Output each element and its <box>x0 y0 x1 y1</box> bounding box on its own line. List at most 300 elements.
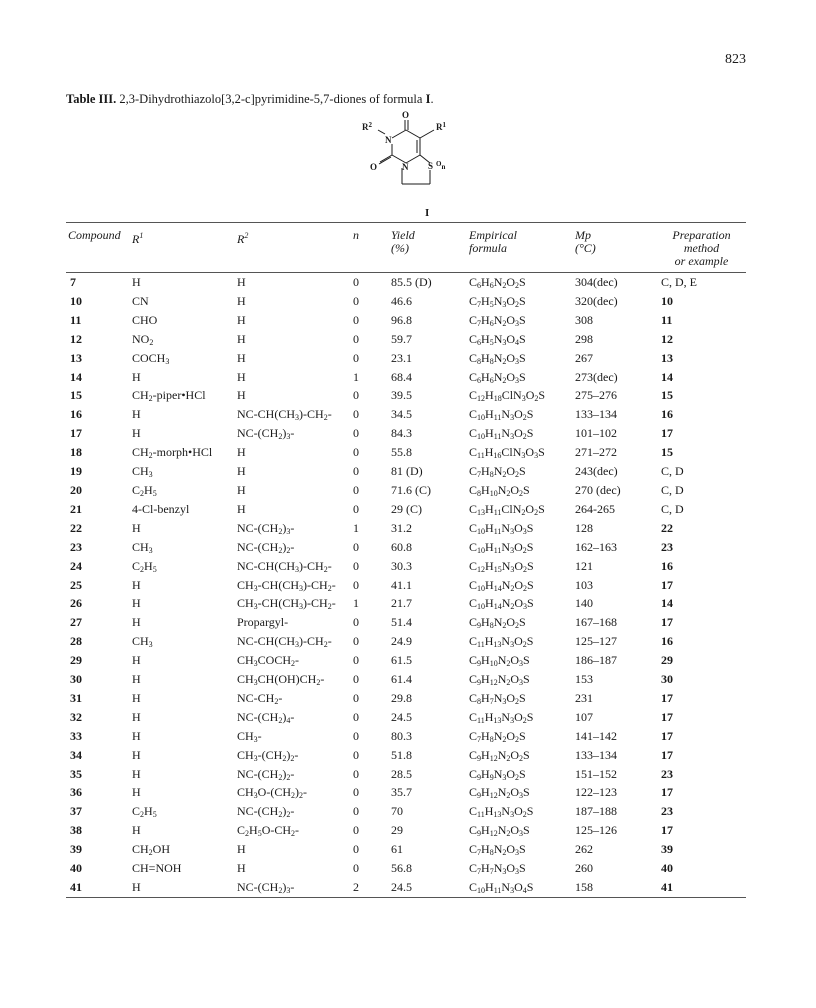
cell-r1: H <box>132 596 141 611</box>
cell-n: 0 <box>353 275 359 289</box>
cell-yield: 85.5 (D) <box>391 275 432 289</box>
cell-yield: 35.7 <box>391 785 412 800</box>
cell-mp: 308 <box>575 312 593 327</box>
cell-n: 0 <box>353 539 359 554</box>
table-row <box>66 708 746 727</box>
cell-preparation: 22 <box>661 520 673 535</box>
cell-n: 0 <box>353 388 359 403</box>
cell-n: 2 <box>353 880 359 894</box>
cell-formula: $C_{10}H_{11}N_3O_2S$ <box>469 539 534 555</box>
cell-preparation: 17 <box>661 823 673 838</box>
cell-formula: $C_{10}H_{11}N_3O_4S$ <box>469 880 534 895</box>
cell-r2: H <box>237 861 246 876</box>
cell-r1: $CH_3$ <box>132 464 153 480</box>
cell-r1: H <box>132 880 141 894</box>
cell-n: 0 <box>353 728 359 743</box>
cell-preparation: C, D <box>661 482 684 497</box>
cell-mp: 141–142 <box>575 728 617 743</box>
table-row <box>66 462 746 481</box>
cell-compound: 36 <box>70 785 82 800</box>
cell-r2: $NC-CH(CH_3)-CH_2-$ <box>237 407 332 423</box>
cell-mp: 260 <box>575 861 593 876</box>
cell-mp: 103 <box>575 577 593 592</box>
cell-preparation: 10 <box>661 293 673 308</box>
header-r1: $R^1$ <box>132 231 144 246</box>
cell-n: 0 <box>353 350 359 365</box>
cell-r2: $CH_3-CH(CH_3)-CH_2-$ <box>237 596 336 612</box>
table-row <box>66 651 746 670</box>
cell-preparation: C, D, E <box>661 275 697 289</box>
cell-preparation: 39 <box>661 842 673 857</box>
cell-compound: 33 <box>70 728 82 743</box>
cell-yield: 70 <box>391 804 403 819</box>
cell-preparation: 17 <box>661 709 673 724</box>
cell-r1: H <box>132 766 141 781</box>
cell-yield: 24.5 <box>391 709 412 724</box>
cell-formula: $C_{12}H_{18}ClN_3O_2S$ <box>469 388 546 404</box>
cell-r1: $COCH_3$ <box>132 350 170 366</box>
table-row <box>66 349 746 368</box>
cell-r2: H <box>237 331 246 346</box>
header-n: n <box>353 228 359 242</box>
cell-r1: $C_2H_5$ <box>132 482 157 498</box>
cell-compound: 27 <box>70 615 82 630</box>
cell-r1: H <box>132 577 141 592</box>
cell-compound: 16 <box>70 407 82 422</box>
table-row <box>66 859 746 878</box>
cell-formula: $C_{11}H_{13}N_3O_2S$ <box>469 804 534 820</box>
cell-r1: H <box>132 709 141 724</box>
table-row <box>66 821 746 840</box>
cell-n: 0 <box>353 445 359 460</box>
cell-yield: 68.4 <box>391 369 412 384</box>
cell-preparation: 17 <box>661 785 673 800</box>
cell-yield: 51.8 <box>391 747 412 762</box>
cell-preparation: 23 <box>661 539 673 554</box>
cell-compound: 39 <box>70 842 82 857</box>
cell-mp: 133–134 <box>575 407 617 422</box>
header-yield: Yield (%) <box>391 228 415 255</box>
atom-r2: $R^2$ <box>362 121 372 132</box>
cell-n: 0 <box>353 464 359 479</box>
table-row <box>66 386 746 405</box>
table-header <box>66 223 746 273</box>
cell-r1: 4-Cl-benzyl <box>132 501 190 516</box>
table-row <box>66 746 746 765</box>
cell-preparation: 17 <box>661 690 673 705</box>
cell-r2: H <box>237 482 246 497</box>
cell-r1: $C_2H_5$ <box>132 804 157 820</box>
table-row <box>66 538 746 557</box>
cell-compound: 30 <box>70 672 82 687</box>
cell-yield: 41.1 <box>391 577 412 592</box>
cell-r1: H <box>132 653 141 668</box>
cell-compound: 28 <box>70 634 82 649</box>
cell-r2: H <box>237 842 246 857</box>
cell-r1: H <box>132 690 141 705</box>
cell-r2: $NC-(CH_2)_3-$ <box>237 520 295 536</box>
atom-n-left: N <box>385 135 392 145</box>
cell-formula: $C_8H_7N_3O_2S$ <box>469 690 526 706</box>
cell-preparation: 17 <box>661 426 673 441</box>
cell-yield: 24.5 <box>391 880 412 894</box>
cell-r2: H <box>237 293 246 308</box>
cell-mp: 267 <box>575 350 593 365</box>
table-row <box>66 481 746 500</box>
cell-mp: 262 <box>575 842 593 857</box>
data-table-container <box>66 222 746 898</box>
caption-end: . <box>430 92 434 106</box>
cell-compound: 13 <box>70 350 82 365</box>
cell-n: 0 <box>353 558 359 573</box>
cell-compound: 19 <box>70 464 82 479</box>
cell-r2: $NC-(CH_2)_2-$ <box>237 539 295 555</box>
cell-preparation: 15 <box>661 388 673 403</box>
table-caption <box>66 92 434 107</box>
cell-mp: 187–188 <box>575 804 617 819</box>
cell-n: 0 <box>353 804 359 819</box>
cell-formula: $C_{10}H_{14}N_2O_3S$ <box>469 596 534 612</box>
cell-mp: 153 <box>575 672 593 687</box>
table-row <box>66 519 746 538</box>
table-row <box>66 368 746 387</box>
cell-preparation: 17 <box>661 615 673 630</box>
cell-r1: $NO_2$ <box>132 331 154 347</box>
cell-n: 0 <box>353 672 359 687</box>
cell-n: 0 <box>353 861 359 876</box>
cell-formula: $C_8H_8N_2O_3S$ <box>469 350 526 366</box>
page-number: 823 <box>725 52 746 67</box>
cell-compound: 29 <box>70 653 82 668</box>
cell-preparation: 14 <box>661 369 673 384</box>
cell-preparation: 17 <box>661 728 673 743</box>
cell-formula: $C_6H_5N_3O_4S$ <box>469 331 526 347</box>
cell-formula: $C_{11}H_{16}ClN_3O_3S$ <box>469 445 545 461</box>
cell-preparation: 41 <box>661 880 673 894</box>
cell-preparation: 14 <box>661 596 673 611</box>
cell-r2: H <box>237 445 246 460</box>
caption-label: Table III. <box>66 92 117 106</box>
cell-yield: 30.3 <box>391 558 412 573</box>
cell-formula: $C_{10}H_{14}N_2O_2S$ <box>469 577 534 593</box>
cell-r1: $CH_2OH$ <box>132 842 171 858</box>
cell-compound: 18 <box>70 445 82 460</box>
cell-mp: 125–126 <box>575 823 617 838</box>
table-row <box>66 765 746 784</box>
cell-compound: 12 <box>70 331 82 346</box>
cell-r2: $NC-CH(CH_3)-CH_2-$ <box>237 634 332 650</box>
cell-compound: 21 <box>70 501 82 516</box>
cell-yield: 51.4 <box>391 615 412 630</box>
cell-compound: 23 <box>70 539 82 554</box>
cell-r2: $NC-CH_2-$ <box>237 690 283 706</box>
cell-r1: H <box>132 369 141 384</box>
cell-mp: 320(dec) <box>575 293 618 308</box>
cell-mp: 133–134 <box>575 747 617 762</box>
cell-r2: $CH_3-(CH_2)_2-$ <box>237 747 299 763</box>
cell-n: 0 <box>353 501 359 516</box>
table-row <box>66 311 746 330</box>
cell-formula: $C_9H_{10}N_2O_3S$ <box>469 653 530 669</box>
cell-compound: 26 <box>70 596 82 611</box>
cell-r2: $NC-(CH_2)_2-$ <box>237 804 295 820</box>
cell-preparation: 16 <box>661 407 673 422</box>
cell-n: 0 <box>353 823 359 838</box>
table-row <box>66 783 746 802</box>
cell-formula: $C_7H_5N_3O_2S$ <box>469 293 526 309</box>
atom-s: S <box>428 161 434 171</box>
cell-r2: H <box>237 275 246 289</box>
cell-yield: 24.9 <box>391 634 412 649</box>
table-row <box>66 727 746 746</box>
cell-formula: $C_9H_9N_3O_2S$ <box>469 766 526 782</box>
cell-yield: 46.6 <box>391 293 412 308</box>
cell-r2: $CH_3COCH_2-$ <box>237 653 300 669</box>
cell-n: 0 <box>353 331 359 346</box>
cell-formula: $C_7H_8N_2O_2S$ <box>469 464 526 480</box>
table-row <box>66 500 746 519</box>
cell-mp: 304(dec) <box>575 275 618 289</box>
cell-yield: 29 (C) <box>391 501 422 516</box>
cell-compound: 22 <box>70 520 82 535</box>
cell-preparation: 13 <box>661 350 673 365</box>
cell-formula: $C_9H_{12}N_2O_3S$ <box>469 672 530 688</box>
cell-yield: 31.2 <box>391 520 412 535</box>
table-row <box>66 424 746 443</box>
cell-n: 1 <box>353 369 359 384</box>
cell-n: 0 <box>353 747 359 762</box>
cell-yield: 61 <box>391 842 403 857</box>
cell-compound: 10 <box>70 293 82 308</box>
atom-n-bottom: N <box>402 162 409 172</box>
cell-compound: 11 <box>70 312 82 327</box>
table-row <box>66 443 746 462</box>
cell-mp: 128 <box>575 520 593 535</box>
cell-r1: H <box>132 785 141 800</box>
cell-formula: $C_{10}H_{11}N_3O_2S$ <box>469 407 534 423</box>
header-empirical-formula: Empirical formula <box>469 228 517 255</box>
cell-formula: $C_9H_{12}N_2O_3S$ <box>469 785 530 801</box>
cell-n: 0 <box>353 709 359 724</box>
cell-formula: $C_{10}H_{11}N_3O_3S$ <box>469 520 534 536</box>
cell-formula: $C_6H_6N_2O_2S$ <box>469 275 526 290</box>
cell-mp: 271–272 <box>575 445 617 460</box>
header-compound: Compound <box>68 228 121 242</box>
cell-preparation: 23 <box>661 766 673 781</box>
cell-preparation: 40 <box>661 861 673 876</box>
cell-preparation: 23 <box>661 804 673 819</box>
table-row <box>66 613 746 632</box>
cell-n: 0 <box>353 766 359 781</box>
cell-compound: 31 <box>70 690 82 705</box>
cell-preparation: C, D <box>661 464 684 479</box>
cell-n: 0 <box>353 690 359 705</box>
cell-mp: 275–276 <box>575 388 617 403</box>
cell-r2: H <box>237 369 246 384</box>
cell-mp: 273(dec) <box>575 369 618 384</box>
cell-formula: $C_7H_8N_2O_3S$ <box>469 842 526 858</box>
cell-formula: $C_9H_8N_2O_2S$ <box>469 615 526 631</box>
cell-r1: H <box>132 728 141 743</box>
cell-mp: 107 <box>575 709 593 724</box>
cell-r2: Propargyl- <box>237 615 289 630</box>
cell-formula: $C_{11}H_{13}N_3O_2S$ <box>469 709 534 725</box>
table-row <box>66 594 746 613</box>
cell-r1: CHO <box>132 312 158 327</box>
table-row <box>66 557 746 576</box>
table-body <box>66 273 746 898</box>
cell-yield: 81 (D) <box>391 464 423 479</box>
cell-n: 1 <box>353 596 359 611</box>
cell-yield: 23.1 <box>391 350 412 365</box>
cell-yield: 80.3 <box>391 728 412 743</box>
cell-n: 1 <box>353 520 359 535</box>
table-row <box>66 405 746 424</box>
cell-formula: $C_6H_6N_2O_3S$ <box>469 369 526 385</box>
cell-compound: 41 <box>70 880 82 894</box>
cell-n: 0 <box>353 785 359 800</box>
cell-compound: 34 <box>70 747 82 762</box>
cell-r1: H <box>132 747 141 762</box>
cell-r2: $CH_3O-(CH_2)_2-$ <box>237 785 307 801</box>
cell-mp: 186–187 <box>575 653 617 668</box>
cell-yield: 55.8 <box>391 445 412 460</box>
cell-n: 0 <box>353 407 359 422</box>
cell-formula: $C_9H_{12}N_2O_3S$ <box>469 823 530 839</box>
cell-r1: $C_2H_5$ <box>132 558 157 574</box>
cell-mp: 243(dec) <box>575 464 618 479</box>
cell-preparation: 16 <box>661 634 673 649</box>
cell-compound: 20 <box>70 482 82 497</box>
cell-yield: 34.5 <box>391 407 412 422</box>
header-mp: Mp (°C) <box>575 228 596 255</box>
table-row <box>66 840 746 859</box>
cell-n: 0 <box>353 426 359 441</box>
cell-mp: 270 (dec) <box>575 482 621 497</box>
atom-o-left: O <box>370 162 378 172</box>
cell-preparation: C, D <box>661 501 684 516</box>
cell-r1: H <box>132 615 141 630</box>
caption-formula-ref: I <box>425 92 431 106</box>
cell-yield: 59.7 <box>391 331 412 346</box>
cell-n: 0 <box>353 312 359 327</box>
table-row <box>66 802 746 821</box>
cell-r2: H <box>237 501 246 516</box>
cell-formula: $C_7H_8N_2O_2S$ <box>469 728 526 744</box>
cell-preparation: 17 <box>661 747 673 762</box>
cell-formula: $C_{13}H_{11}ClN_2O_2S$ <box>469 501 545 517</box>
cell-yield: 61.4 <box>391 672 412 687</box>
cell-yield: 61.5 <box>391 653 412 668</box>
cell-r1: CH=NOH <box>132 861 182 876</box>
cell-r1: $CH_2-morph•HCl$ <box>132 445 213 461</box>
cell-r2: H <box>237 464 246 479</box>
table-row <box>66 273 746 292</box>
structure-label: I <box>425 207 430 219</box>
cell-yield: 71.6 (C) <box>391 482 431 497</box>
atom-r1: $R^1$ <box>436 121 446 132</box>
cell-formula: $C_8H_{10}N_2O_2S$ <box>469 482 530 498</box>
cell-compound: 24 <box>70 558 82 573</box>
cell-compound: 32 <box>70 709 82 724</box>
table-row <box>66 632 746 651</box>
cell-r1: H <box>132 407 141 422</box>
cell-compound: 37 <box>70 804 82 819</box>
cell-formula: $C_{11}H_{13}N_3O_2S$ <box>469 634 534 650</box>
cell-r1: H <box>132 520 141 535</box>
cell-n: 0 <box>353 653 359 668</box>
cell-yield: 60.8 <box>391 539 412 554</box>
cell-yield: 96.8 <box>391 312 412 327</box>
cell-mp: 140 <box>575 596 593 611</box>
cell-n: 0 <box>353 293 359 308</box>
cell-compound: 17 <box>70 426 82 441</box>
cell-yield: 29 <box>391 823 403 838</box>
chemical-structure <box>358 108 468 220</box>
cell-preparation: 17 <box>661 577 673 592</box>
cell-r2: $NC-(CH_2)_4-$ <box>237 709 295 725</box>
cell-preparation: 15 <box>661 445 673 460</box>
cell-r2: H <box>237 312 246 327</box>
cell-r1: H <box>132 275 141 289</box>
cell-preparation: 30 <box>661 672 673 687</box>
cell-compound: 35 <box>70 766 82 781</box>
cell-r2: $CH_3CH(OH)CH_2-$ <box>237 672 325 688</box>
table-row <box>66 689 746 708</box>
atom-on: On <box>436 160 446 171</box>
cell-r2: $CH_3-$ <box>237 728 262 744</box>
table-row <box>66 292 746 311</box>
cell-compound: 7 <box>70 275 76 289</box>
data-table <box>66 222 746 898</box>
cell-mp: 264-265 <box>575 501 615 516</box>
cell-r1: H <box>132 672 141 687</box>
cell-r2: H <box>237 350 246 365</box>
cell-mp: 121 <box>575 558 593 573</box>
table-row <box>66 878 746 897</box>
cell-mp: 125–127 <box>575 634 617 649</box>
cell-formula: $C_7H_6N_2O_3S$ <box>469 312 526 328</box>
cell-mp: 298 <box>575 331 593 346</box>
cell-n: 0 <box>353 577 359 592</box>
header-preparation: Preparation method or example <box>672 228 731 268</box>
table-row <box>66 670 746 689</box>
cell-mp: 122–123 <box>575 785 617 800</box>
cell-r1: $CH_2-piper•HCl$ <box>132 388 206 404</box>
table-row <box>66 330 746 349</box>
cell-preparation: 29 <box>661 653 673 668</box>
cell-formula: $C_{10}H_{11}N_3O_2S$ <box>469 426 534 442</box>
cell-r1: CN <box>132 293 149 308</box>
cell-r2: $NC-(CH_2)_2-$ <box>237 766 295 782</box>
cell-mp: 101–102 <box>575 426 617 441</box>
cell-r2: $NC-(CH_2)_3-$ <box>237 426 295 442</box>
cell-compound: 15 <box>70 388 82 403</box>
cell-mp: 167–168 <box>575 615 617 630</box>
cell-formula: $C_9H_{12}N_2O_2S$ <box>469 747 530 763</box>
cell-n: 0 <box>353 482 359 497</box>
cell-yield: 39.5 <box>391 388 412 403</box>
cell-yield: 29.8 <box>391 690 412 705</box>
header-r2: $R^2$ <box>237 231 249 246</box>
cell-preparation: 12 <box>661 331 673 346</box>
cell-yield: 84.3 <box>391 426 412 441</box>
cell-mp: 151–152 <box>575 766 617 781</box>
cell-preparation: 11 <box>661 312 673 327</box>
cell-formula: $C_{12}H_{15}N_3O_2S$ <box>469 558 534 574</box>
cell-yield: 28.5 <box>391 766 412 781</box>
cell-r1: H <box>132 823 141 838</box>
